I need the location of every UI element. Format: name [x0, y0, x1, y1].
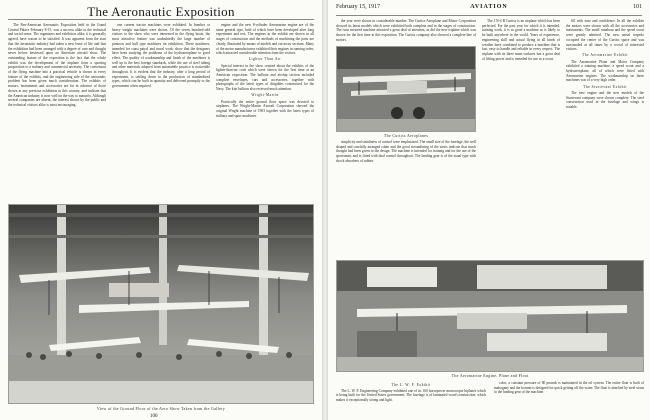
left-column-2	[112, 23, 210, 201]
right-column-3-text: fill with ease and confidence. In all the exhibits the motors were shown with all the accessories and instruments. The small runabout and the speed scout were greatly admired. The new aerial torpedo occupied the center of the Curtiss space and was surrounded at all times by a crowd of interested visitors.	[566, 19, 644, 52]
curtiss-aeroplanes-photo	[336, 46, 476, 132]
subhead-wright-martin: Wright-Martin	[251, 93, 279, 98]
left-column-1-text: The Pan-American Aeronautic Exposition held in the Grand Central Palace February 8-15, was a success alike in the technical and social sense. The organizers and exhibitors alike, it is generally agreed, have reason to be satisfied. It was apparent from the start that the aeronautic industry had taken a new lease of life and that the exhibition had been arranged with a degree of care and thought never before bestowed upon an American aircraft show. The outstanding feature of the exposition is the fact that the whole exhibit was the development of the airplane from a sporting proposition to a military and commercial necessity. The conversion of the flying machine into a practical vehicle is shown in every feature of the exhibits, and the engineering side of the aeronautic problem has been given much consideration. The exhibits of motors, instruments and accessories are far in advance of those shown at any previous exhibition in this country, and indicate that the American industry is now well on the way to maturity. Although several companies are absent, the interest shown by the public and the technical visitors alike is most encouraging.	[8, 23, 106, 107]
left-column-3-text-c: Practically the entire ground floor space was devoted to airplanes. The Wright-Martin Aircraft Corporation showed the original Wright machine of 1903 together with the latest types of military and sport machines.	[216, 99, 314, 118]
subhead-aeromarine: The Aeromarine Exhibit	[582, 53, 628, 58]
exhibition-hall-photo	[8, 204, 314, 404]
subhead-lighter-than-air: Lighter Than Air	[248, 57, 282, 62]
right-column-4-text: The L. W. F. Engineering Company exhibited one of its 160 horsepower monocoque biplanes which is being built for the United States government. The fuselage is of laminated wood construction, which makes it exceptionally strong and light.	[336, 388, 486, 403]
right-column-3	[566, 19, 644, 258]
right-column-3-text-b: The Aeromarine Plane and Motor Company exhibited a training machine, a speed scout and a hydroaeroplane, all of which were fitted with Aeromarine engines. The workmanship on these machines was of a very high order.	[566, 59, 644, 83]
right-page	[328, 0, 650, 420]
photo-caption-gallery: View of the Ground Floor of the Aero Show Taken from the Gallery	[96, 406, 226, 411]
right-column-2-text: The J N-4 B Curtiss is an airplane which has been perfected. For the past year for which it is intended, training work, it is as good a machine as is likely to be built anywhere in the world. Years of experience, engineering skill and actual flying in all kinds of weather have combined to produce a machine that is fast, easy to handle and reliable in every respect. The triplane with its three main surfaces has a great deal of lifting power and is intended for use as a scout.	[482, 19, 560, 61]
right-column-1-bottom-text: simplicity and steadiness of control were emphasized. The small size of the fuselage, the well shaped and carefully arranged cabin and the good streamlining of the struts indicate that much thought had been given to the design. The machine is intended for training and for the use of the sportsman, and is fitted with dual control throughout. The landing gear is of the usual type with shock absorbers of rubber.	[336, 140, 476, 163]
subhead-lwf: The L. W. F. Exhibit	[391, 382, 431, 387]
left-page	[0, 0, 322, 420]
aeromarine-exhibit-illustration	[337, 261, 644, 372]
curtiss-aeroplanes-illustration	[337, 47, 476, 132]
right-column-3-text-c: The new engine and the new models of the Sturtevant company were shown complete. The steel construction used in the fuselage and wings is notable.	[566, 90, 644, 109]
right-column-2	[482, 19, 560, 258]
exhibition-hall-illustration	[9, 205, 314, 404]
photo-caption-curtiss: The Curtiss Aeroplanes	[383, 133, 429, 138]
right-column-1-top	[336, 19, 476, 45]
journal-name: AVIATION	[470, 4, 508, 10]
photo-caption-aeromarine: The Aeromarine Engine, Plane and Float	[451, 373, 529, 378]
left-column-3-text-b: Special interest in the show centred about the exhibits of the lighter-than-air craft which were shown for the first time at an American exposition. The balloon and airship section included complete envelopes, cars and accessories, together with photographs of the latest types of dirigibles constructed for the Navy. The kite balloon also received much attention.	[216, 63, 314, 92]
right-column-1-bottom	[336, 140, 476, 258]
right-column-1-top-text: the year were shown in considerable number. The Curtiss Aeroplane and Motor Corporation showed its latest models which were exhibited both complete and in the stages of construction. The twin motored machine attracted a great deal of attention, as did the new triplane which was shown for the first time at this exposition. The Curtiss company also showed a complete line of motors.	[336, 19, 476, 42]
left-column-2-text: one current tractor machines were exhibited. In bomber or heavy weight machines were shown. Of the seven hundred-odd visitors to the show who were interested in the flying boats, the most attractive feature was undoubtedly the large number of pontoon and hull type machines on exhibition. These machines, intended for coast patrol and naval work, show that the designers have been studying the problems of the hydroaeroplane to good effect. The quality of workmanship and finish of the machines is well up to the best foreign standards, while the use of steel tubing and other materials adopted from automobile practice is noticeable throughout. It is evident that the industry, after a long period of experiment, is settling down to the production of standardized types, which can be built in quantity and delivered promptly to the government when required.	[112, 23, 210, 89]
aeromarine-exhibit-photo	[336, 260, 644, 372]
title-rule	[8, 19, 314, 20]
right-column-4	[336, 381, 486, 418]
issue-date: February 15, 1917	[336, 4, 381, 10]
subhead-sturtevant: The Sturtevant Exhibit	[583, 84, 627, 89]
right-column-5-text: color, a constant pressure of 80 pounds is maintained in the oil system. The entire float is built of mahogany and the bottom is designed for quick getting off the water. The float is attached by steel struts to the landing gear of the machine.	[494, 381, 644, 395]
right-column-5	[494, 381, 644, 418]
left-column-1	[8, 23, 106, 201]
article-title: The Aeronautic Exposition	[87, 4, 235, 19]
page-number-left: 100	[150, 414, 158, 419]
page-number-right: 101	[633, 4, 642, 10]
header-rule	[336, 15, 642, 16]
left-column-3-text: engine and the new 8-cylinder Aeromarine engine are of the same general type, both of which have been developed after long experiment and test. The engines in the exhibit are shown in all stages of construction and the methods of machining the parts are clearly illustrated by means of models and cut-away sections. Many of the motor manufacturers exhibited their engines in running order, which attracted considerable attention from the visitors.	[216, 23, 314, 56]
left-column-3	[216, 23, 314, 201]
